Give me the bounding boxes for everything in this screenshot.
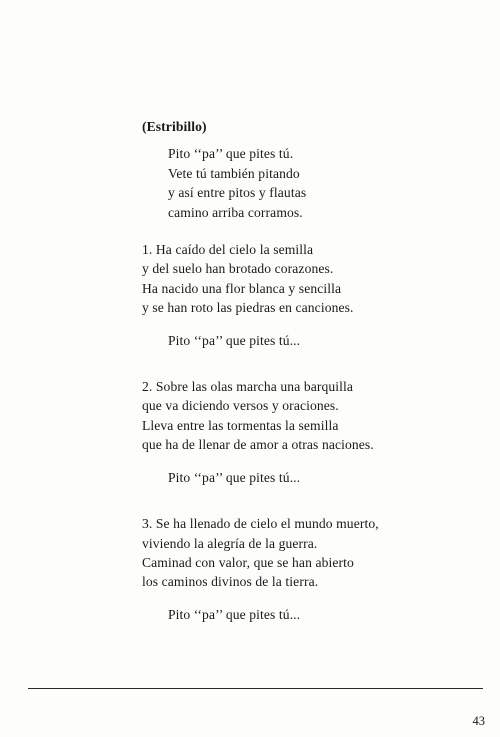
refrain-3: Pito ‘‘pa’’ que pites tú... bbox=[168, 606, 301, 622]
stanza-line: 2. Sobre las olas marcha una barquilla bbox=[142, 379, 354, 395]
chorus-line: Vete tú también pitando bbox=[168, 165, 300, 181]
stanza-line: y del suelo han brotado corazones. bbox=[142, 261, 334, 277]
stanza-line: Lleva entre las tormentas la semilla bbox=[142, 417, 339, 433]
chorus-line: Pito ‘‘pa’’ que pites tú. bbox=[168, 146, 294, 162]
stanza-line: que ha de llenar de amor a otras naciones. bbox=[142, 437, 374, 453]
stanza-line: viviendo la alegría de la guerra. bbox=[142, 535, 318, 551]
stanza-line: Caminad con valor, que se han abierto bbox=[142, 554, 354, 570]
chorus bbox=[168, 144, 442, 222]
page-number: 43 bbox=[472, 714, 485, 728]
chorus-heading: (Estribillo) bbox=[142, 119, 207, 134]
stanza-line: los caminos divinos de la tierra. bbox=[142, 574, 319, 590]
chorus-line: y así entre pitos y flautas bbox=[168, 185, 307, 201]
stanza-line: Ha nacido una flor blanca y sencilla bbox=[142, 280, 342, 296]
stanza-1 bbox=[142, 240, 442, 318]
chorus-line: camino arriba corramos. bbox=[168, 204, 303, 220]
refrain-2: Pito ‘‘pa’’ que pites tú... bbox=[168, 469, 301, 485]
stanza-2 bbox=[142, 377, 442, 455]
stanza-3 bbox=[142, 514, 442, 592]
stanza-line: y se han roto las piedras en canciones. bbox=[142, 300, 354, 316]
song-text bbox=[142, 117, 442, 651]
stanza-line: 1. Ha caído del cielo la semilla bbox=[142, 242, 314, 258]
stanza-line: que va diciendo versos y oraciones. bbox=[142, 398, 339, 414]
refrain-1: Pito ‘‘pa’’ que pites tú... bbox=[168, 332, 301, 348]
footer-rule bbox=[28, 688, 483, 689]
stanza-line: 3. Se ha llenado de cielo el mundo muerto, bbox=[142, 516, 379, 532]
